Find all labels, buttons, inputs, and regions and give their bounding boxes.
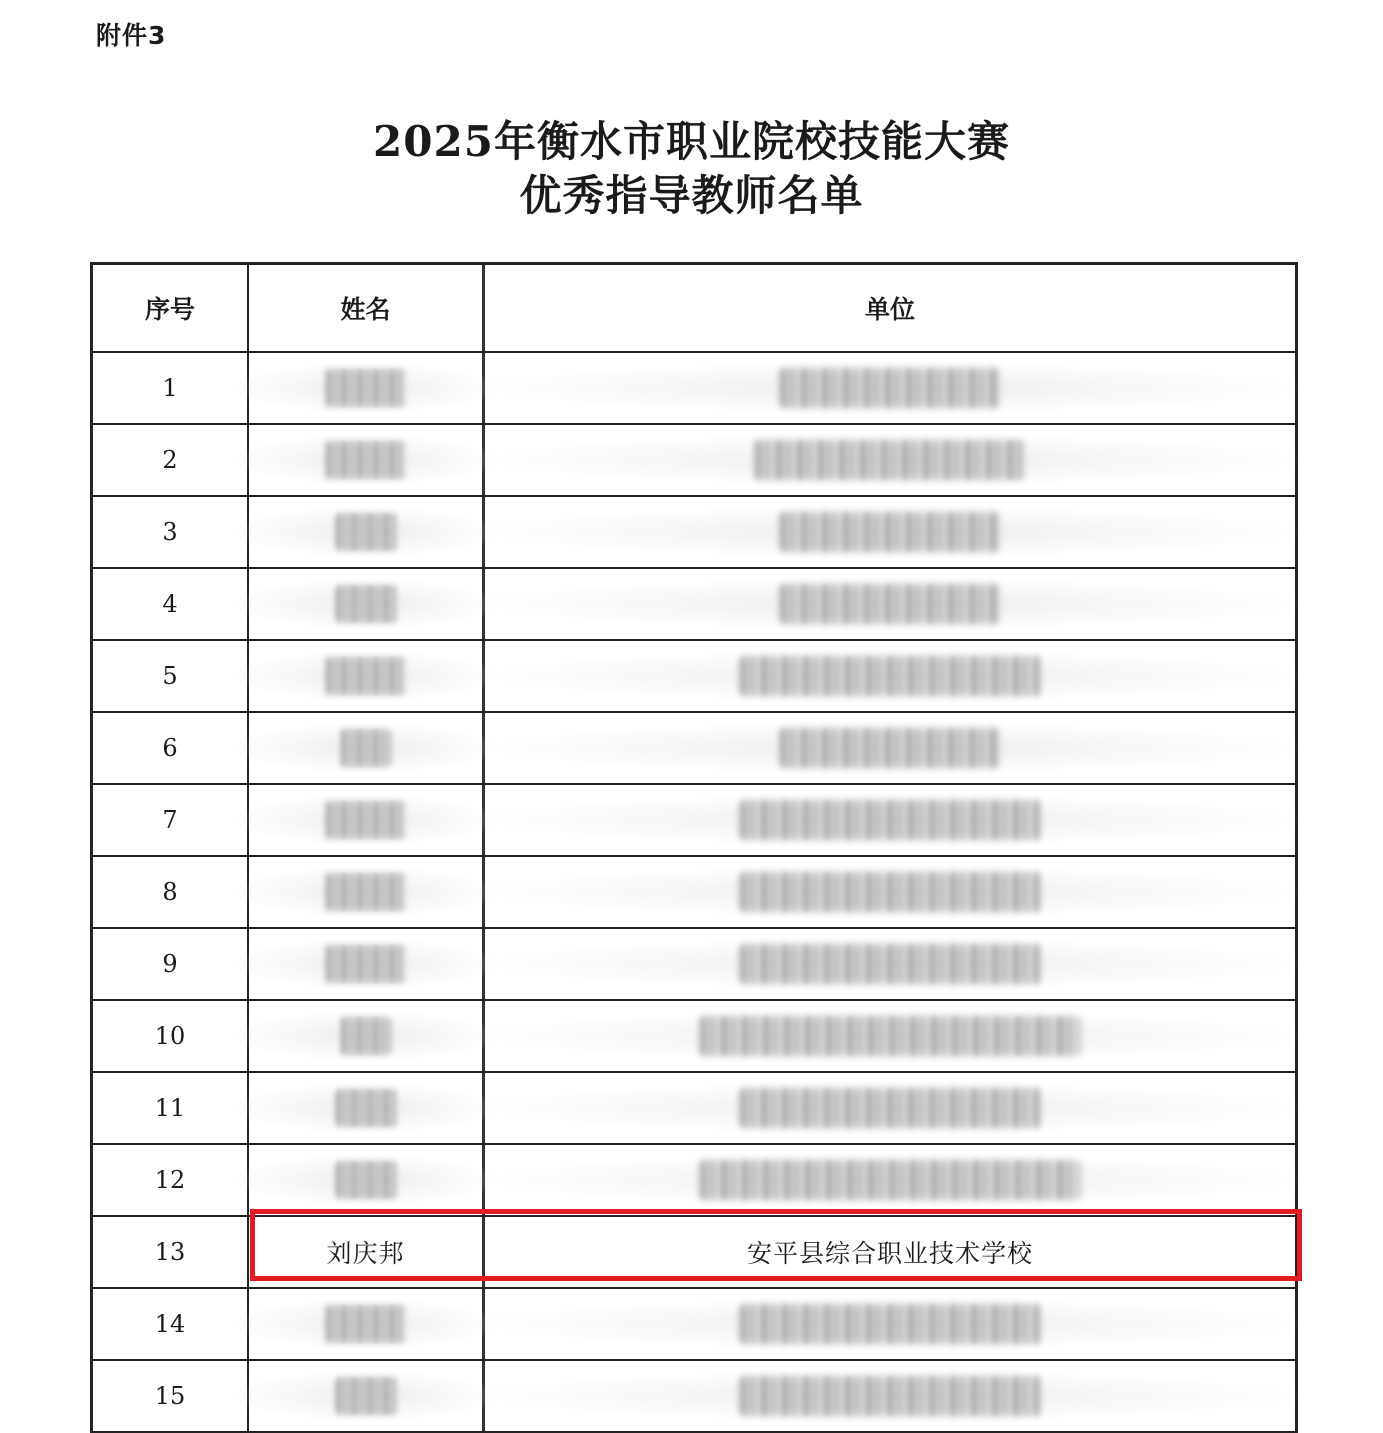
redacted-unit: [780, 512, 1000, 552]
redacted-name: [341, 1017, 391, 1055]
row-unit: [485, 425, 1295, 495]
redacted-unit: [780, 584, 1000, 624]
row-index: 5: [93, 641, 249, 711]
row-unit: [485, 353, 1295, 423]
redacted-unit: [700, 1160, 1080, 1200]
teacher-name: 刘庆邦: [326, 1239, 405, 1268]
table-row: [93, 497, 1295, 569]
table-row: [93, 1073, 1295, 1145]
redacted-name: [326, 1305, 406, 1343]
table-body: [93, 353, 1295, 1433]
redacted-name: [341, 729, 391, 767]
row-index: 12: [93, 1145, 249, 1215]
redacted-unit: [740, 1088, 1040, 1128]
redacted-name: [336, 513, 396, 551]
row-name: [249, 1001, 485, 1071]
row-unit: [485, 1217, 1295, 1287]
row-unit: [485, 569, 1295, 639]
row-index: 11: [93, 1073, 249, 1143]
row-index: 8: [93, 857, 249, 927]
row-index: 4: [93, 569, 249, 639]
header-name: 姓名: [249, 265, 485, 351]
redacted-unit: [740, 1304, 1040, 1344]
row-name: [249, 785, 485, 855]
row-name: [249, 1289, 485, 1359]
redacted-unit: [700, 1016, 1080, 1056]
header-unit: 单位: [864, 295, 915, 324]
redacted-name: [326, 657, 406, 695]
row-index: 2: [93, 425, 249, 495]
row-index: 1: [93, 353, 249, 423]
row-unit: [485, 713, 1295, 783]
row-index: 15: [93, 1361, 249, 1431]
row-name: [249, 641, 485, 711]
document-title-line-1: 2025年衡水市职业院校技能大赛: [373, 117, 1010, 166]
redacted-name: [326, 801, 406, 839]
teacher-table: [90, 262, 1298, 1433]
redacted-unit: [740, 1376, 1040, 1416]
redacted-name: [326, 441, 406, 479]
row-index: 6: [93, 713, 249, 783]
table-row: [93, 713, 1295, 785]
row-unit: [485, 641, 1295, 711]
redacted-name: [336, 1089, 396, 1127]
row-name: [249, 1145, 485, 1215]
document-title-line-2: 优秀指导教师名单: [519, 171, 864, 220]
redacted-unit: [780, 728, 1000, 768]
attachment-label: 附件3: [96, 21, 167, 50]
redacted-unit: [740, 800, 1040, 840]
header-index: 序号: [93, 265, 249, 351]
row-unit: [485, 785, 1295, 855]
row-name: [249, 1217, 485, 1287]
table-row: [93, 1001, 1295, 1073]
row-unit: [485, 1001, 1295, 1071]
table-row: [93, 353, 1295, 425]
row-name: [249, 497, 485, 567]
row-name: [249, 569, 485, 639]
table-row: [93, 1361, 1295, 1433]
row-unit: [485, 1289, 1295, 1359]
redacted-unit: [740, 872, 1040, 912]
table-row: [93, 1217, 1295, 1289]
table-row: [93, 641, 1295, 713]
table-row: [93, 929, 1295, 1001]
row-index: 10: [93, 1001, 249, 1071]
redacted-name: [336, 1161, 396, 1199]
teacher-unit: 安平县综合职业技术学校: [746, 1239, 1033, 1268]
row-name: [249, 353, 485, 423]
row-name: [249, 1073, 485, 1143]
table-row: [93, 1145, 1295, 1217]
row-name: [249, 929, 485, 999]
row-unit: [485, 857, 1295, 927]
redacted-name: [336, 1377, 396, 1415]
table-row: [93, 1289, 1295, 1361]
row-unit: [485, 497, 1295, 567]
redacted-unit: [755, 440, 1025, 480]
row-name: [249, 713, 485, 783]
row-unit: [485, 1361, 1295, 1431]
table-row: [93, 857, 1295, 929]
row-name: [249, 857, 485, 927]
redacted-name: [326, 369, 406, 407]
row-index: 9: [93, 929, 249, 999]
redacted-name: [326, 945, 406, 983]
row-unit: [485, 1073, 1295, 1143]
row-index: 3: [93, 497, 249, 567]
row-index: 13: [93, 1217, 249, 1287]
redacted-unit: [740, 656, 1040, 696]
table-row: [93, 785, 1295, 857]
table-row: [93, 569, 1295, 641]
row-unit: [485, 1145, 1295, 1215]
redacted-unit: [740, 944, 1040, 984]
table-row: [93, 425, 1295, 497]
row-unit: [485, 929, 1295, 999]
redacted-unit: [780, 368, 1000, 408]
redacted-name: [336, 585, 396, 623]
redacted-name: [326, 873, 406, 911]
row-name: [249, 1361, 485, 1431]
row-name: [249, 425, 485, 495]
row-index: 14: [93, 1289, 249, 1359]
table-header-row: [93, 265, 1295, 353]
row-index: 7: [93, 785, 249, 855]
